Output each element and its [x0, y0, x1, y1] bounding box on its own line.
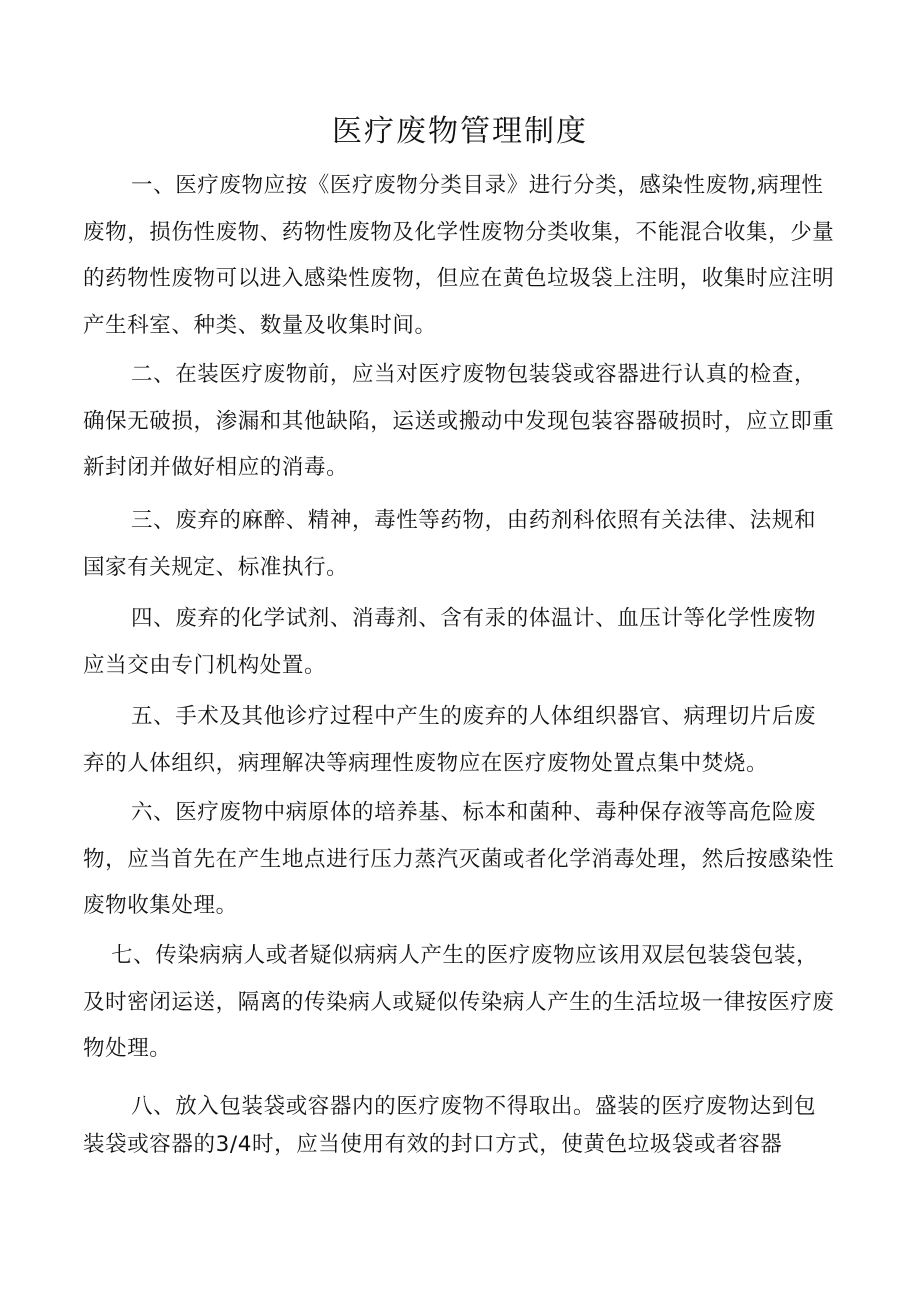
paragraph-6: 六、医疗废物中病原体的培养基、标本和菌种、毒种保存液等高危险废物，应当首先在产生地点进行压力蒸汽灭菌或者化学消毒处理，然后按感染性废物收集处理。 — [83, 800, 835, 918]
paragraph-3: 三、废弃的麻醉、精神，毒性等药物，由药剂科依照有关法律、法规和国家有关规定、标准执行。 — [83, 508, 817, 580]
paragraph-7: 七、传染病病人或者疑似病病人产生的医疗废物应该用双层包装袋包装，及时密闭运送，隔离的传染病人或疑似传染病人产生的生活垃圾一律按医疗废物处理。 — [83, 943, 835, 1061]
paragraph-8: 八、放入包装袋或容器内的医疗废物不得取出。盛装的医疗废物达到包装袋或容器的3/4时，应当使用有效的封口方式，使黄色垃圾袋或者容器 — [83, 1094, 817, 1157]
paragraph-1: 一、医疗废物应按《医疗废物分类目录》进行分类，感染性废物,病理性废物，损伤性废物、药物性废物及化学性废物分类收集，不能混合收集，少量的药物性废物可以进入感染性废物，但应在黄色垃圾袋上注明，收集时应注明产生科室、种类、数量及收集时间。 — [83, 173, 835, 338]
document-title: 医疗废物管理制度 — [332, 114, 588, 149]
paragraph-2: 二、在装医疗废物前，应当对医疗废物包装袋或容器进行认真的检查，确保无破损，渗漏和其他缺陷，运送或搬动中发现包装容器破损时，应立即重新封闭并做好相应的消毒。 — [83, 362, 835, 480]
paragraph-4: 四、废弃的化学试剂、消毒剂、含有汞的体温计、血压计等化学性废物应当交由专门机构处置。 — [83, 606, 817, 678]
paragraph-5: 五、手术及其他诊疗过程中产生的废弃的人体组织器官、病理切片后废弃的人体组织，病理解决等病理性废物应在医疗废物处置点集中焚烧。 — [83, 704, 817, 776]
